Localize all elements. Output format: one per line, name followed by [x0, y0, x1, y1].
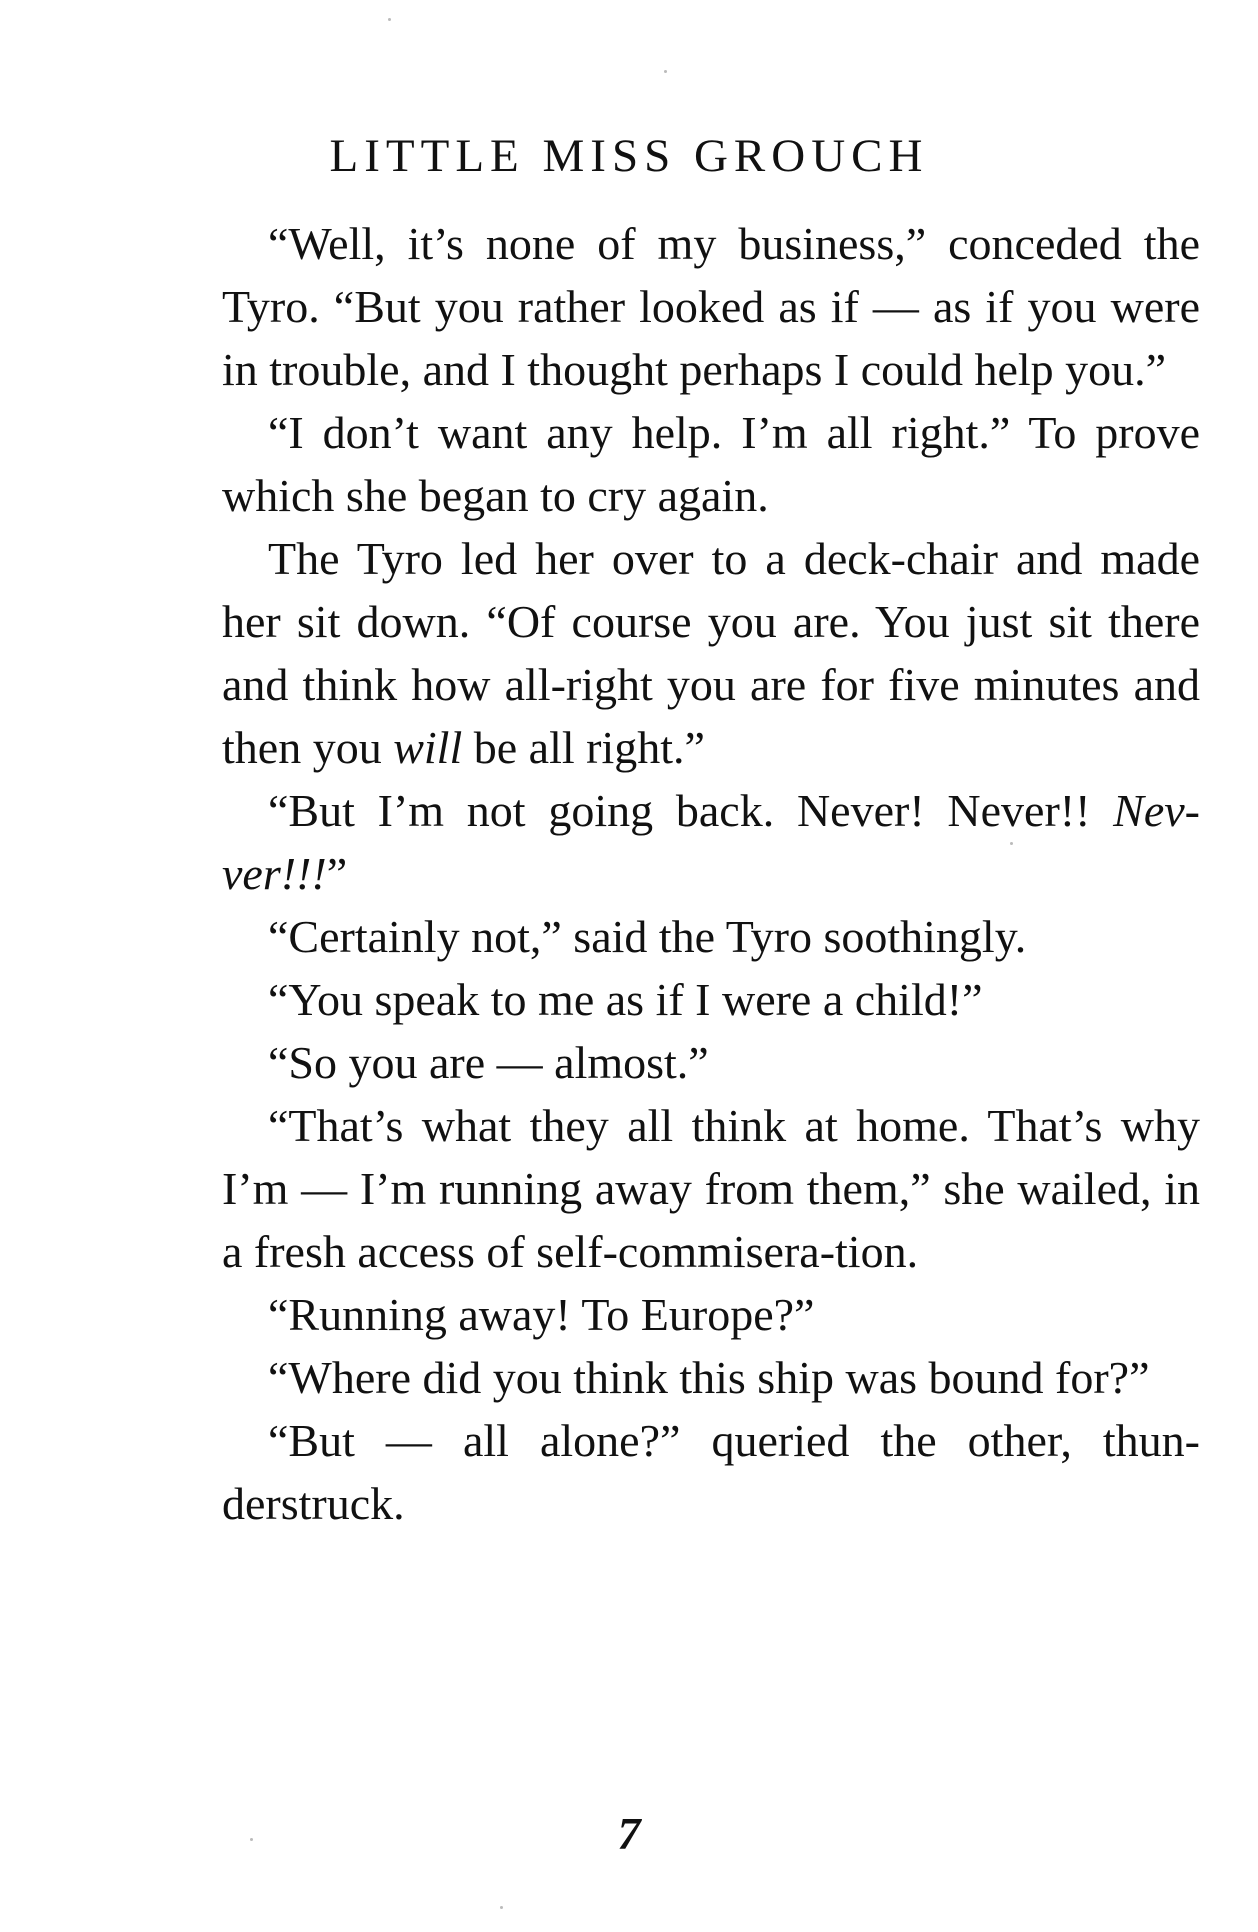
- text-run: ”: [326, 848, 348, 899]
- paragraph: [222, 1031, 1200, 1094]
- text-run: “Where did you think this ship was bound for?”: [268, 1352, 1150, 1403]
- text-run: “But I’m not going back. Never! Never!!: [268, 785, 1114, 836]
- text-run: “But — all alone?” queried the other, thun-derstruck.: [222, 1415, 1200, 1529]
- paragraph: [222, 401, 1200, 527]
- paragraph: [222, 779, 1200, 905]
- paragraph: [222, 1409, 1200, 1535]
- scan-speck: [388, 18, 391, 21]
- body-text: [222, 212, 1200, 1535]
- running-head: LITTLE MISS GROUCH: [329, 130, 929, 182]
- text-run: “Well, it’s none of my business,” conceded the Tyro. “But you rather looked as if — as if you were in trouble, and I thought perhaps I could help you.”: [222, 218, 1200, 395]
- text-run: “You speak to me as if I were a child!”: [268, 974, 983, 1025]
- text-run: “I don’t want any help. I’m all right.” To prove which she began to cry again.: [222, 407, 1200, 521]
- paragraph: [222, 1346, 1200, 1409]
- italic-text-run: Nev-ver!!!: [222, 785, 1200, 899]
- paragraph: [222, 1094, 1200, 1283]
- scan-speck: [500, 1906, 503, 1909]
- text-run: “That’s what they all think at home. That’s why I’m — I’m running away from them,” she wailed, in a fresh access of self-commisera-tion.: [222, 1100, 1200, 1277]
- paragraph: [222, 905, 1200, 968]
- text-run: The Tyro led her over to a deck-chair and made her sit down. “Of course you are. You just sit there and think how all-right you are for five minutes and then you: [222, 533, 1200, 773]
- text-run: “Running away! To Europe?”: [268, 1289, 815, 1340]
- italic-text-run: will: [393, 722, 463, 773]
- paragraph: [222, 212, 1200, 401]
- text-run: “Certainly not,” said the Tyro soothingly.: [268, 911, 1027, 962]
- paragraph: [222, 968, 1200, 1031]
- text-run: be all right.”: [462, 722, 705, 773]
- scan-speck: [664, 70, 667, 73]
- paragraph: [222, 527, 1200, 779]
- text-run: “So you are — almost.”: [268, 1037, 709, 1088]
- paragraph: [222, 1283, 1200, 1346]
- page-number: 7: [617, 1808, 641, 1859]
